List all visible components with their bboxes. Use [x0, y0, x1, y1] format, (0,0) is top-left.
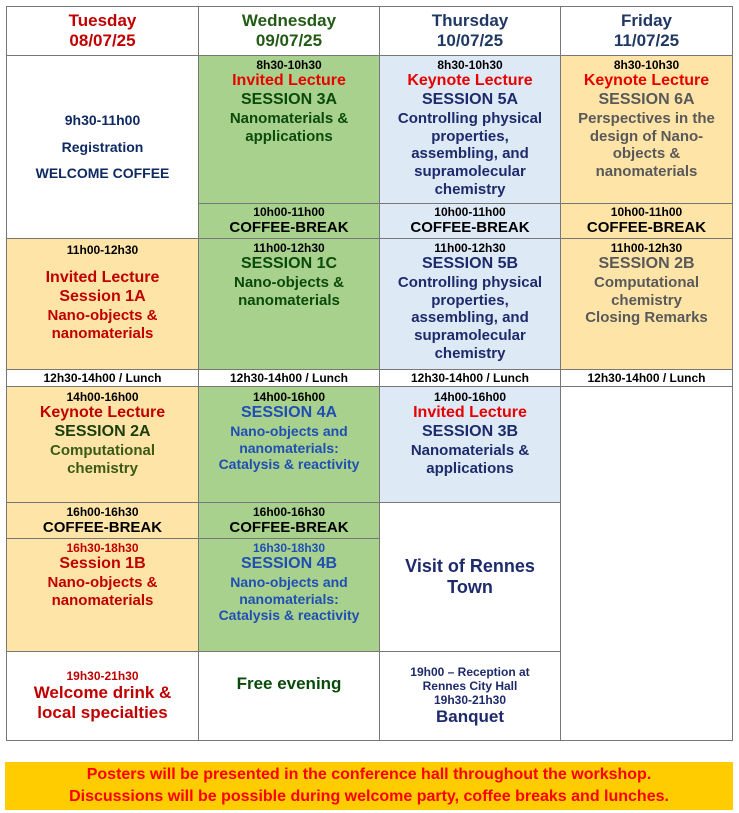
day-name: Thursday [431, 11, 509, 31]
banquet-label: Banquet [436, 707, 504, 727]
coffee-break-label: COFFEE-BREAK [42, 518, 163, 536]
day-name: Wednesday [241, 11, 337, 31]
time: 8h30-10h30 [613, 58, 680, 72]
lunch-label: 12h30-14h00 / Lunch [43, 370, 162, 385]
welcome-drink-label: Welcome drink & local specialties [33, 683, 172, 723]
header-thursday [379, 6, 561, 56]
friday-lunch [560, 369, 733, 387]
poster-notice-banner [5, 762, 733, 810]
coffee-break-label: COFFEE-BREAK [586, 219, 707, 237]
time: 11h00-12h30 [434, 241, 506, 255]
time: 14h00-16h00 [66, 390, 139, 404]
day-name: Friday [620, 11, 673, 31]
day-date: 09/07/25 [255, 31, 323, 50]
lecture-type: Invited Lecture [232, 72, 346, 90]
lunch-label: 12h30-14h00 / Lunch [587, 370, 706, 385]
session-name: SESSION 4B [240, 555, 338, 573]
lecture-type: Invited Lecture [413, 404, 527, 422]
time: 14h00-16h00 [433, 390, 507, 404]
wednesday-session-3a [198, 55, 380, 204]
time: 10h00-11h00 [253, 205, 325, 220]
session-topic: Nanomaterials & applications [410, 441, 530, 477]
header-tuesday [6, 6, 199, 56]
registration: Registration [61, 138, 144, 155]
time: 14h00-16h00 [252, 390, 326, 404]
friday-coffee-break [560, 203, 733, 239]
time: 10h00-11h00 [610, 205, 683, 220]
session-topic: Controlling physical properties, assembling, and supramolecular chemistry [397, 274, 543, 362]
time: 16h00-16h30 [66, 504, 139, 519]
session-name: SESSION 3B [421, 423, 519, 441]
coffee-break-label: COFFEE-BREAK [410, 219, 530, 237]
header-friday [560, 6, 733, 56]
time: 16h30-18h30 [252, 541, 326, 555]
lunch-label: 12h30-14h00 / Lunch [229, 370, 349, 385]
session-name: Session 1A [59, 288, 146, 306]
free-evening-label: Free evening [236, 674, 342, 693]
time: 11h00-12h30 [253, 241, 325, 255]
session-topic: Nano-objects and nanomaterials: Catalysis & reactivity [218, 574, 360, 624]
time: 11h00-12h30 [66, 243, 139, 257]
friday-session-2b [560, 238, 733, 370]
tuesday-session-2a [6, 386, 199, 503]
session-topic: Nano-objects & nanomaterials [233, 274, 344, 309]
thursday-coffee-break [379, 203, 561, 239]
session-name: SESSION 5A [421, 91, 519, 109]
notice-line-2: Discussions will be possible during welcome party, coffee breaks and lunches. [69, 788, 669, 805]
wednesday-free-evening [198, 651, 380, 741]
day-date: 11/07/25 [613, 31, 680, 50]
reception-label: 19h00 – Reception at Rennes City Hall [410, 664, 530, 693]
thursday-session-5a [379, 55, 561, 204]
wednesday-session-1c [198, 238, 380, 370]
thursday-session-3b [379, 386, 561, 503]
day-name: Tuesday [68, 11, 137, 31]
session-name: SESSION 2A [54, 423, 151, 441]
session-name: SESSION 5B [421, 255, 519, 273]
time: 11h00-12h30 [610, 241, 683, 255]
session-name: SESSION 4A [240, 404, 338, 422]
wednesday-session-4a [198, 386, 380, 503]
session-topic: Perspectives in the design of Nano-objects & nanomaterials [578, 109, 715, 180]
tuesday-lunch [6, 369, 199, 387]
session-topic: Controlling physical properties, assembling, and supramolecular chemistry [397, 109, 543, 198]
tuesday-welcome-drink [6, 651, 199, 741]
day-date: 08/07/25 [69, 31, 136, 50]
session-name: SESSION 3A [240, 91, 338, 109]
wednesday-coffee-break-2 [198, 502, 380, 539]
thursday-lunch [379, 369, 561, 387]
session-topic: Nanomaterials & applications [229, 109, 349, 145]
lecture-type: Keynote Lecture [407, 72, 533, 90]
session-name: SESSION 1C [240, 255, 338, 273]
welcome-coffee: WELCOME COFFEE [35, 165, 170, 182]
coffee-break-label: COFFEE-BREAK [229, 219, 349, 237]
tuesday-registration-cell [6, 55, 199, 239]
lunch-label: 12h30-14h00 / Lunch [410, 370, 530, 385]
tuesday-session-1b [6, 538, 199, 652]
time: 8h30-10h30 [256, 58, 322, 72]
banquet-time: 19h30-21h30 [433, 693, 507, 708]
wednesday-coffee-break-1 [198, 203, 380, 239]
friday-session-6a [560, 55, 733, 204]
session-topic: Nano-objects and nanomaterials: Catalysis & reactivity [218, 423, 360, 473]
wednesday-session-4b [198, 538, 380, 652]
notice-line-1: Posters will be presented in the conference hall throughout the workshop. [86, 766, 652, 784]
wednesday-lunch [198, 369, 380, 387]
time: 16h00-16h30 [252, 504, 326, 519]
session-name: SESSION 6A [598, 91, 695, 109]
coffee-break-label: COFFEE-BREAK [229, 518, 349, 536]
time: 8h30-10h30 [437, 58, 503, 72]
session-name: Session 1B [59, 555, 146, 573]
lecture-type: Keynote Lecture [39, 404, 166, 422]
session-topic: Computational chemistry [50, 441, 155, 477]
thursday-session-5b [379, 238, 561, 370]
friday-empty-afternoon [560, 386, 733, 741]
session-name: SESSION 2B [598, 255, 695, 273]
session-topic: Nano-objects & nanomaterials [47, 574, 158, 609]
tuesday-session-1a [6, 238, 199, 370]
lecture-type: Invited Lecture [45, 269, 160, 287]
day-date: 10/07/25 [436, 31, 504, 50]
time: 19h30-21h30 [66, 668, 139, 683]
tuesday-coffee-break [6, 502, 199, 539]
time: 10h00-11h00 [434, 205, 506, 220]
time: 9h30-11h00 [64, 112, 141, 129]
session-topic: Computational chemistry [594, 274, 699, 309]
lecture-type: Keynote Lecture [583, 72, 710, 90]
time: 16h30-18h30 [66, 541, 139, 555]
session-topic: Nano-objects & nanomaterials [47, 306, 158, 342]
thursday-banquet [379, 651, 561, 741]
header-wednesday [198, 6, 380, 56]
closing-remarks: Closing Remarks [585, 309, 708, 327]
visit-label: Visit of Rennes Town [405, 555, 535, 597]
thursday-visit-rennes [379, 502, 561, 652]
